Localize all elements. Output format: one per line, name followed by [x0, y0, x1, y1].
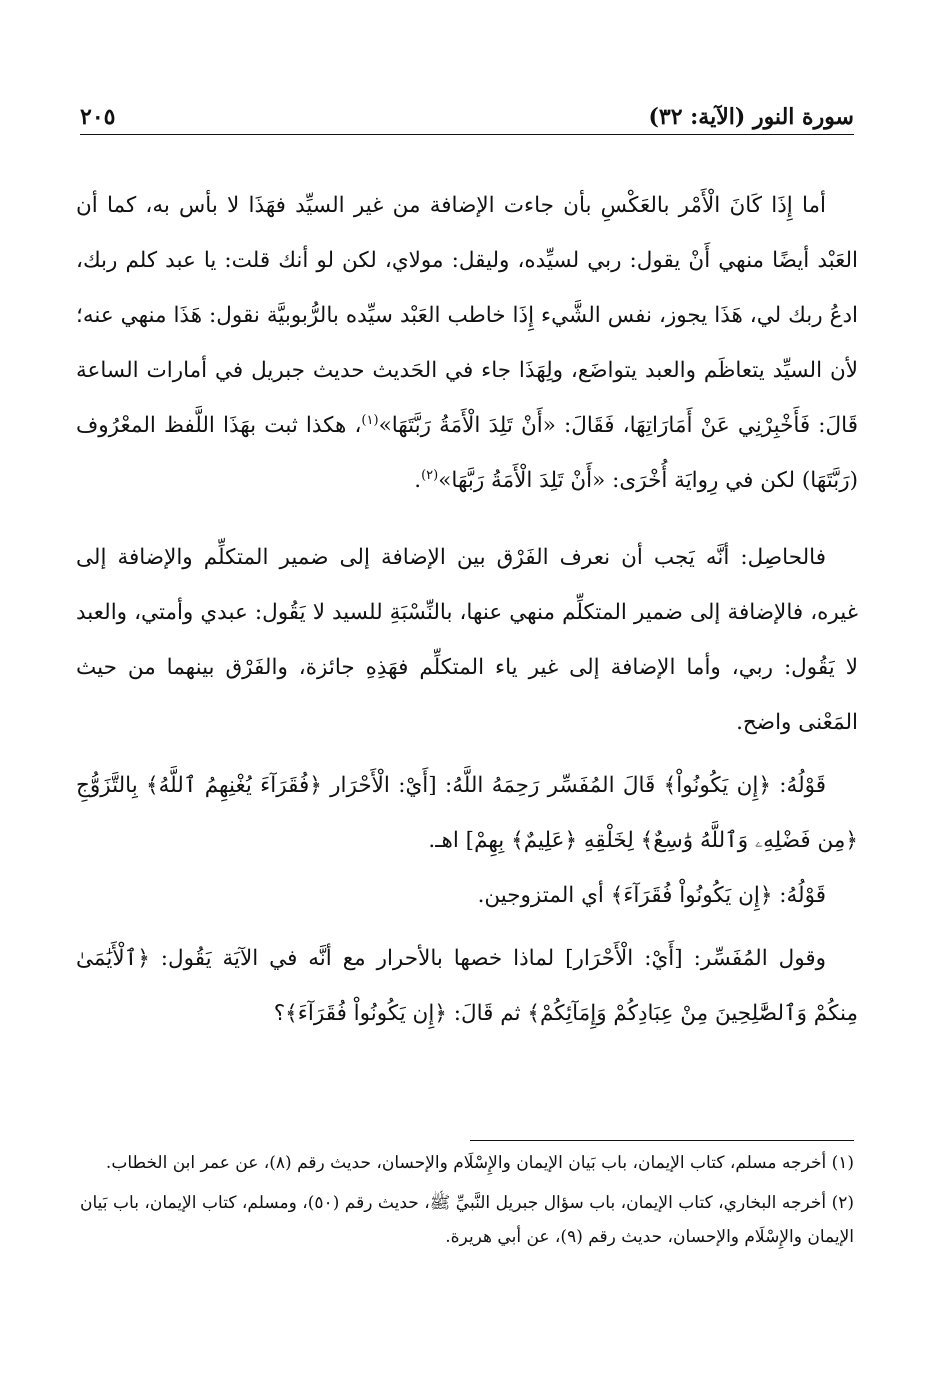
- paragraph-3: قَوْلُهُ: ﴿إِن يَكُونُواْ﴾ قَالَ المُفَسِّر رَحِمَهُ اللَّهُ: [أَيْ: الْأَحْرَار ﴿فُقَرَآءَ يُغْنِهِمُ ٱللَّهُ﴾ بِالتَّزَوُّجِ ﴿مِن فَضْلِهِۦ وَٱللَّهُ وَٰسِعٌ﴾ لِخَلْقِهِ ﴿عَلِيمٌ﴾ بِهِمْ] اهـ.: [76, 773, 858, 853]
- paragraph-1: أما إِذَا كَانَ الْأَمْر بالعَكْسِ بأن جاءت الإضافة من غير السيِّد فهَذَا لا بأس به، كما أن العَبْد أيضًا منهي أَنْ يقول: ربي لسيِّده، وليقل: مولاي، لكن لو أنك قلت: يا عبد كلم ربك، ادعُ ربك لي، هَذَا يجوز، نفس الشَّيء إِذَا خاطب العَبْد سيِّده بالرُّبوبيَّة نقول: هَذَا منهي عنه؛ لأن السيِّد يتعاظَم والعبد يتواضَع، ولِهَذَا جاء في الحَديث حديث جبريل في أمارات الساعة قَالَ: فَأَخْبِرْنِي عَنْ أَمَارَاتِهَا، فَقَالَ: «أَنْ تَلِدَ الْأَمَةُ رَبَّتَهَا»$^{(١)}$، هكذا ثبت بهَذَا اللَّفظ المعْرُوف (رَبَّتَهَا) لكن في رِوايَة أُخْرَى: «أَنْ تَلِدَ الْأَمَةُ رَبَّهَا»$^{(٢)}$.: [76, 193, 858, 493]
- footnote-2: (٢) أخرجه البخاري، كتاب الإيمان، باب سؤال جبريل النَّبيِّ ﷺ، حديث رقم (٥٠)، ومسلم، كتاب الإيمان، باب بَيان الإيمان والإِسْلَام والإحسان، حديث رقم (٩)، عن أبي هريرة.: [80, 1193, 854, 1247]
- paragraph-2: فالحاصِل: أنَّه يَجب أن نعرف الفَرْق بين الإضافة إلى ضمير المتكلِّم والإضافة إلى غيره، فالإضافة إلى ضمير المتكلِّم منهي عنها، بالنِّسْبَةِ للسيد لا يَقُول: عبدي وأمتي، والعبد لا يَقُول: ربي، وأما الإضافة إلى غير ياء المتكلِّم فهَذِهِ جائزة، والفَرْق بينهما من حيث المَعْنى واضح.: [76, 545, 858, 735]
- page-header: [80, 96, 854, 130]
- page-number: ٢٠٥: [80, 104, 116, 130]
- footnote-divider: [470, 1140, 854, 1141]
- paragraph-5: وقول المُفَسِّر: [أَيْ: الْأَحْرَار] لماذا خصها بالأحرار مع أنَّه في الآيَة يَقُول: ﴿ٱلْأَيَٰمَىٰ مِنكُمْ وَٱلصَّٰلِحِينَ مِنْ عِبَادِكُمْ وَإِمَآئِكُمْ﴾ ثم قَالَ: ﴿إِن يَكُونُواْ فُقَرَآءَ﴾؟: [76, 946, 858, 1026]
- footnote-ref-1: (١): [361, 412, 379, 428]
- paragraph-4: قَوْلُهُ: ﴿إِن يَكُونُواْ فُقَرَآءَ﴾ أي المتزوجين.: [477, 883, 826, 908]
- main-text: [76, 178, 858, 1041]
- footnote-ref-2: (٢): [421, 467, 439, 483]
- running-title: سورة النور (الآية: ٣٢): [648, 104, 854, 130]
- footnote-1: (١) أخرجه مسلم، كتاب الإيمان، باب بَيان الإيمان والإِسْلَام والإحسان، حديث رقم (٨)، عن عمر ابن الخطاب.: [105, 1153, 854, 1173]
- header-divider: [80, 134, 854, 135]
- footnotes: [80, 1146, 854, 1254]
